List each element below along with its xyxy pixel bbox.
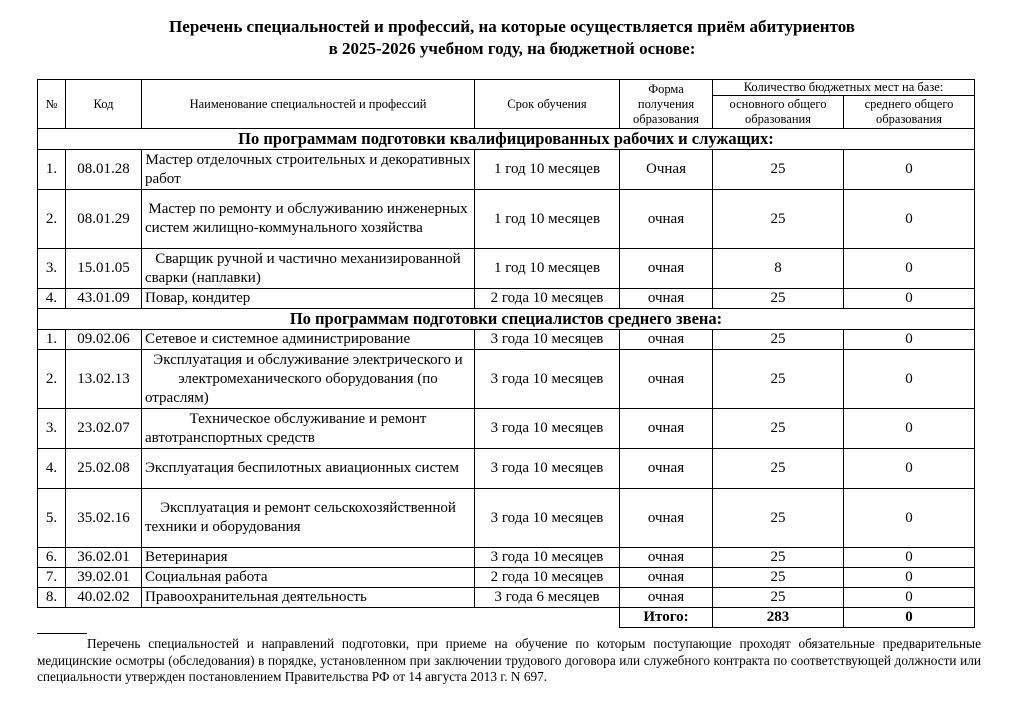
row-form: очная [620, 409, 713, 449]
row-duration: 3 года 10 месяцев [475, 548, 620, 568]
row-form: очная [620, 289, 713, 309]
total-row [38, 608, 975, 628]
row-secondary-places: 0 [844, 548, 975, 568]
row-name: Эксплуатация и ремонт сельскохозяйственной техники и оборудования [142, 489, 475, 548]
row-duration: 1 год 10 месяцев [475, 249, 620, 289]
row-secondary-places: 0 [844, 449, 975, 489]
row-num: 8. [38, 588, 66, 608]
row-basic-places: 25 [713, 568, 844, 588]
table-row [38, 190, 975, 249]
row-basic-places: 25 [713, 409, 844, 449]
row-secondary-places: 0 [844, 409, 975, 449]
row-duration: 3 года 10 месяцев [475, 350, 620, 409]
row-secondary-places: 0 [844, 489, 975, 548]
header-name: Наименование специальностей и профессий [142, 80, 475, 129]
row-code: 08.01.28 [66, 150, 142, 190]
row-basic-places: 25 [713, 350, 844, 409]
header-duration: Срок обучения [475, 80, 620, 129]
row-form: очная [620, 588, 713, 608]
row-name: Сварщик ручной и частично механизированной сварки (наплавки) [142, 249, 475, 289]
row-duration: 3 года 10 месяцев [475, 489, 620, 548]
row-form: очная [620, 489, 713, 548]
row-secondary-places: 0 [844, 190, 975, 249]
row-num: 2. [38, 350, 66, 409]
row-code: 09.02.06 [66, 330, 142, 350]
row-code: 40.02.02 [66, 588, 142, 608]
total-basic-places: 283 [713, 608, 844, 628]
row-form: очная [620, 350, 713, 409]
row-secondary-places: 0 [844, 249, 975, 289]
row-code: 15.01.05 [66, 249, 142, 289]
section-title-specialists: По программам подготовки специалистов среднего звена: [38, 309, 975, 330]
total-spacer [475, 608, 620, 628]
row-duration: 2 года 10 месяцев [475, 289, 620, 309]
row-basic-places: 25 [713, 588, 844, 608]
table-row [38, 489, 975, 548]
footnote [37, 636, 981, 686]
row-num: 2. [38, 190, 66, 249]
row-basic-places: 25 [713, 330, 844, 350]
row-duration: 3 года 6 месяцев [475, 588, 620, 608]
row-num: 5. [38, 489, 66, 548]
table-row [38, 330, 975, 350]
row-name: Правоохранительная деятельность [142, 588, 475, 608]
header-places: Количество бюджетных мест на базе: [713, 80, 975, 96]
table-header [38, 80, 975, 129]
table-row [38, 150, 975, 190]
row-form: Очная [620, 150, 713, 190]
row-name: Повар, кондитер [142, 289, 475, 309]
table-row [38, 588, 975, 608]
row-basic-places: 25 [713, 548, 844, 568]
section-title-workers: По программам подготовки квалифицированных рабочих и служащих: [38, 129, 975, 150]
row-form: очная [620, 330, 713, 350]
row-form: очная [620, 249, 713, 289]
row-secondary-places: 0 [844, 330, 975, 350]
row-num: 3. [38, 249, 66, 289]
row-duration: 3 года 10 месяцев [475, 449, 620, 489]
table-row [38, 548, 975, 568]
row-form: очная [620, 568, 713, 588]
row-code: 25.02.08 [66, 449, 142, 489]
row-duration: 1 год 10 месяцев [475, 190, 620, 249]
row-name: Сетевое и системное администрирование [142, 330, 475, 350]
row-name: Социальная работа [142, 568, 475, 588]
row-secondary-places: 0 [844, 568, 975, 588]
specialties-table [37, 79, 975, 628]
header-secondary: среднего общего образования [844, 96, 975, 129]
table-row [38, 449, 975, 489]
row-secondary-places: 0 [844, 289, 975, 309]
row-num: 3. [38, 409, 66, 449]
row-duration: 3 года 10 месяцев [475, 409, 620, 449]
table-row [38, 249, 975, 289]
document-title [0, 16, 1024, 60]
table-row [38, 350, 975, 409]
row-basic-places: 25 [713, 289, 844, 309]
total-spacer [38, 608, 66, 628]
row-code: 39.02.01 [66, 568, 142, 588]
row-secondary-places: 0 [844, 150, 975, 190]
row-code: 35.02.16 [66, 489, 142, 548]
header-num: № [38, 80, 66, 129]
row-form: очная [620, 548, 713, 568]
row-duration: 1 год 10 месяцев [475, 150, 620, 190]
row-form: очная [620, 190, 713, 249]
row-code: 13.02.13 [66, 350, 142, 409]
row-code: 08.01.29 [66, 190, 142, 249]
row-code: 36.02.01 [66, 548, 142, 568]
header-form: Форма получения образования [620, 80, 713, 129]
total-secondary-places: 0 [844, 608, 975, 628]
row-secondary-places: 0 [844, 588, 975, 608]
row-num: 4. [38, 289, 66, 309]
row-duration: 3 года 10 месяцев [475, 330, 620, 350]
footnote-rule [37, 633, 87, 634]
row-name: Техническое обслуживание и ремонт автотранспортных средств [142, 409, 475, 449]
footnote-text: Перечень специальностей и направлений подготовки, при приеме на обучение по которым поступающие проходят обязательные предварительные медицинские осмотры (обследования) в порядке, установленном при заключении трудового договора или служебного контракта по соответствующей должности или специальности утвержден постановлением Правительства РФ от 14 августа 2013 г. N 697. [37, 636, 981, 685]
row-basic-places: 25 [713, 449, 844, 489]
row-name: Эксплуатация и обслуживание электрического и электромеханического оборудования (по отраслям) [142, 350, 475, 409]
row-basic-places: 25 [713, 489, 844, 548]
row-secondary-places: 0 [844, 350, 975, 409]
table-row [38, 568, 975, 588]
table-row [38, 409, 975, 449]
row-name: Эксплуатация беспилотных авиационных систем [142, 449, 475, 489]
row-name: Мастер отделочных строительных и декоративных работ [142, 150, 475, 190]
row-duration: 2 года 10 месяцев [475, 568, 620, 588]
row-basic-places: 25 [713, 150, 844, 190]
row-num: 4. [38, 449, 66, 489]
row-num: 7. [38, 568, 66, 588]
row-num: 1. [38, 150, 66, 190]
title-line-2: в 2025-2026 учебном году, на бюджетной основе: [328, 39, 696, 58]
row-basic-places: 25 [713, 190, 844, 249]
row-basic-places: 8 [713, 249, 844, 289]
title-line-1: Перечень специальностей и профессий, на которые осуществляется приём абитуриентов [169, 17, 855, 36]
row-num: 6. [38, 548, 66, 568]
row-code: 23.02.07 [66, 409, 142, 449]
table-row [38, 289, 975, 309]
header-basic: основного общего образования [713, 96, 844, 129]
header-code: Код [66, 80, 142, 129]
total-spacer [142, 608, 475, 628]
row-name: Мастер по ремонту и обслуживанию инженерных систем жилищно-коммунального хозяйства [142, 190, 475, 249]
total-spacer [66, 608, 142, 628]
row-num: 1. [38, 330, 66, 350]
total-label: Итого: [620, 608, 713, 628]
row-name: Ветеринария [142, 548, 475, 568]
row-code: 43.01.09 [66, 289, 142, 309]
row-form: очная [620, 449, 713, 489]
